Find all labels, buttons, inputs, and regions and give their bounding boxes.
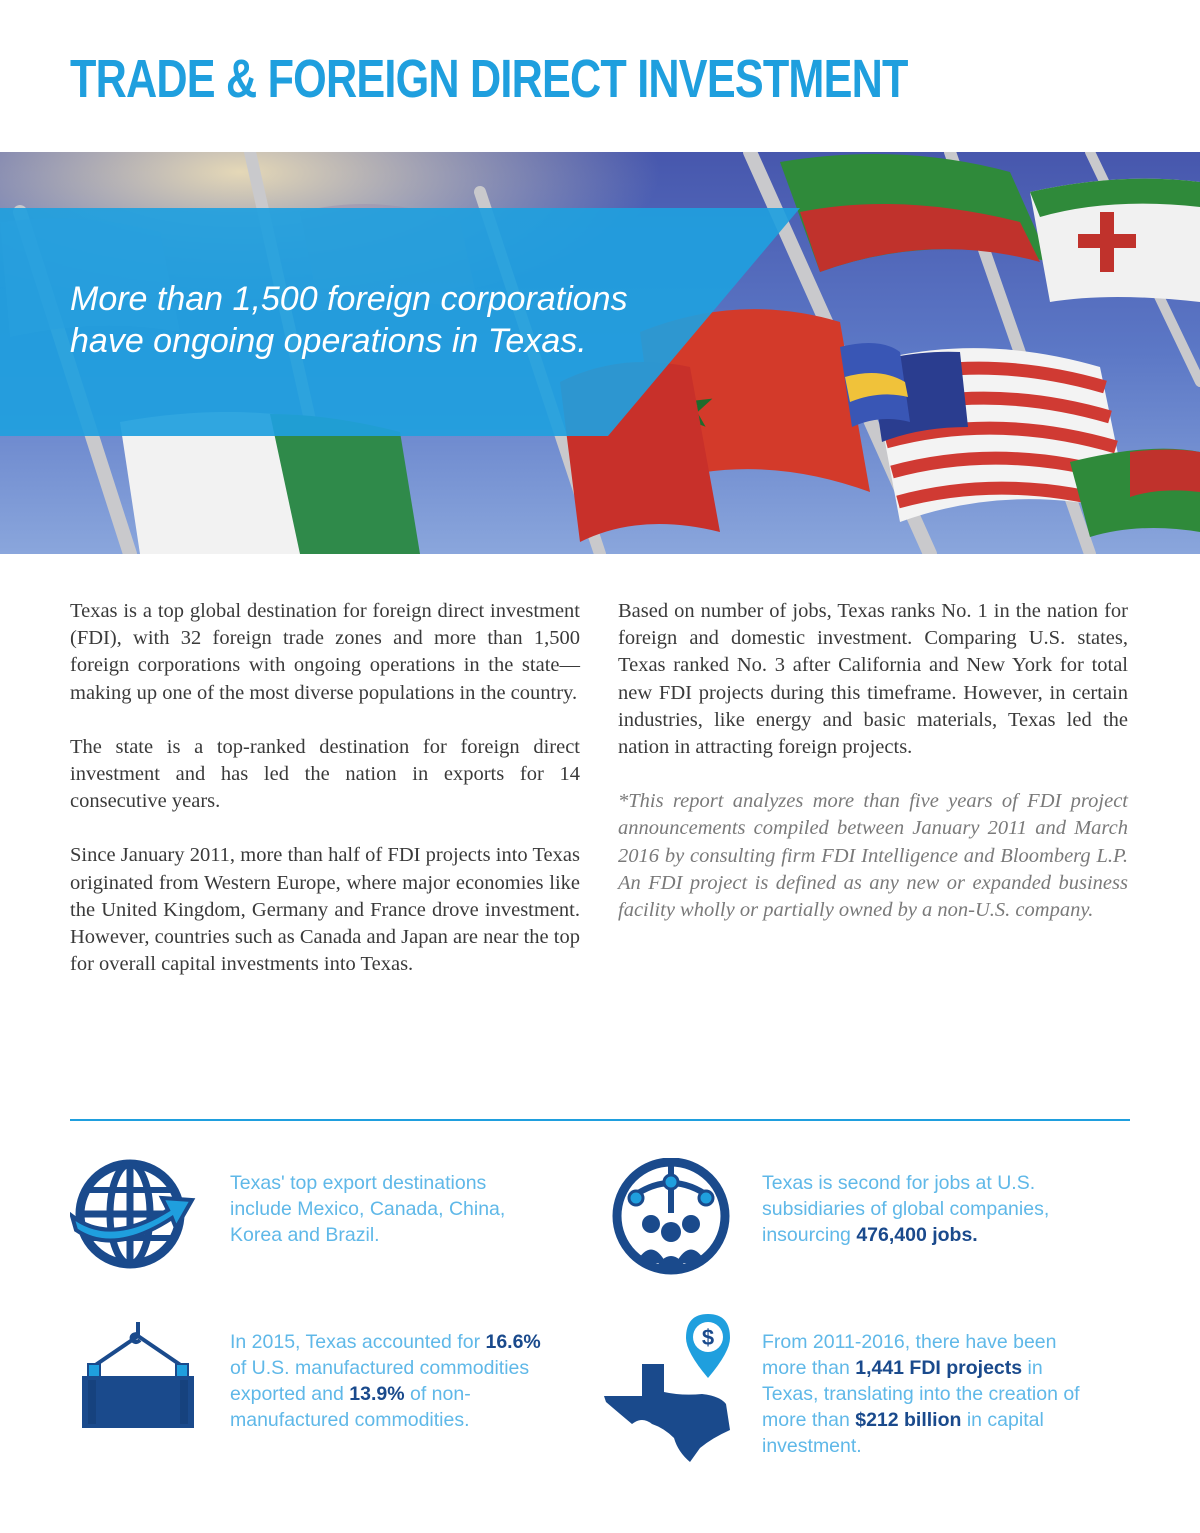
divider <box>70 1119 1130 1121</box>
pin-dollar-symbol: $ <box>701 1325 715 1350</box>
stat-exports: Texas' top export destinations include Mexico, Canada, China, Korea and Brazil. <box>230 1172 506 1246</box>
hero-quote: More than 1,500 foreign corporations have ongoing operations in Texas. <box>70 280 628 360</box>
hero-image <box>0 152 1200 554</box>
stat-fdi-projects: From 2011-2016, there have been more than 1,441 FDI projects in Texas, translating into the creation of more than $212 billion in capital investment. <box>762 1331 1080 1457</box>
texas-dollar-pin-icon <box>602 1312 747 1466</box>
shipping-container-icon <box>78 1320 198 1434</box>
right-column <box>618 598 1128 951</box>
stat-commodities: In 2015, Texas accounted for 16.6% of U.S. manufactured commodities exported and 13.9% of non-manufactured commodities. <box>230 1331 541 1431</box>
paragraph: Based on number of jobs, Texas ranks No. 1 in the nation for foreign and domestic investment. Comparing U.S. states, Texas ranked No. 3 after California and New York for total new FDI projects during this timeframe. However, in certain industries, like energy and basic materials, Texas led the nation in attracting foreign projects. <box>618 600 1128 759</box>
paragraph: The state is a top-ranked destination for foreign direct investment and has led the nation in exports for 14 consecutive years. <box>70 735 580 813</box>
highlight-value: 1,441 FDI projects <box>855 1357 1023 1379</box>
globe-arrow-icon <box>70 1158 200 1277</box>
highlight-value: $212 billion <box>855 1409 962 1431</box>
highlight-value: 16.6% <box>485 1331 541 1353</box>
highlight-value: 13.9% <box>349 1383 405 1405</box>
highlight-value: 476,400 jobs. <box>856 1224 978 1246</box>
footnote: *This report analyzes more than five years of FDI project announcements compiled between January 2011 and March 2016 by consulting firm FDI Intelligence and Bloomberg L.P. An FDI project is defined as any new or expanded business facility wholly or partially owned by a non-U.S. company. <box>618 790 1128 922</box>
global-network-people-icon <box>606 1158 736 1282</box>
page-title: TRADE & FOREIGN DIRECT INVESTMENT <box>70 49 908 109</box>
paragraph: Texas is a top global destination for foreign direct investment (FDI), with 32 foreign trade zones and more than 1,500 foreign corporations with ongoing operations in the state—making up one of the most diverse populations in the country. <box>70 600 580 704</box>
left-column <box>70 598 580 1005</box>
paragraph: Since January 2011, more than half of FDI projects into Texas originated from Western Europe, where major economies like the United Kingdom, Germany and France drove investment. However, countries such as Canada and Japan are near the top for overall capital investments into Texas. <box>70 844 580 976</box>
stat-jobs: Texas is second for jobs at U.S. subsidiaries of global companies, insourcing 476,400 jobs. <box>762 1172 1050 1246</box>
